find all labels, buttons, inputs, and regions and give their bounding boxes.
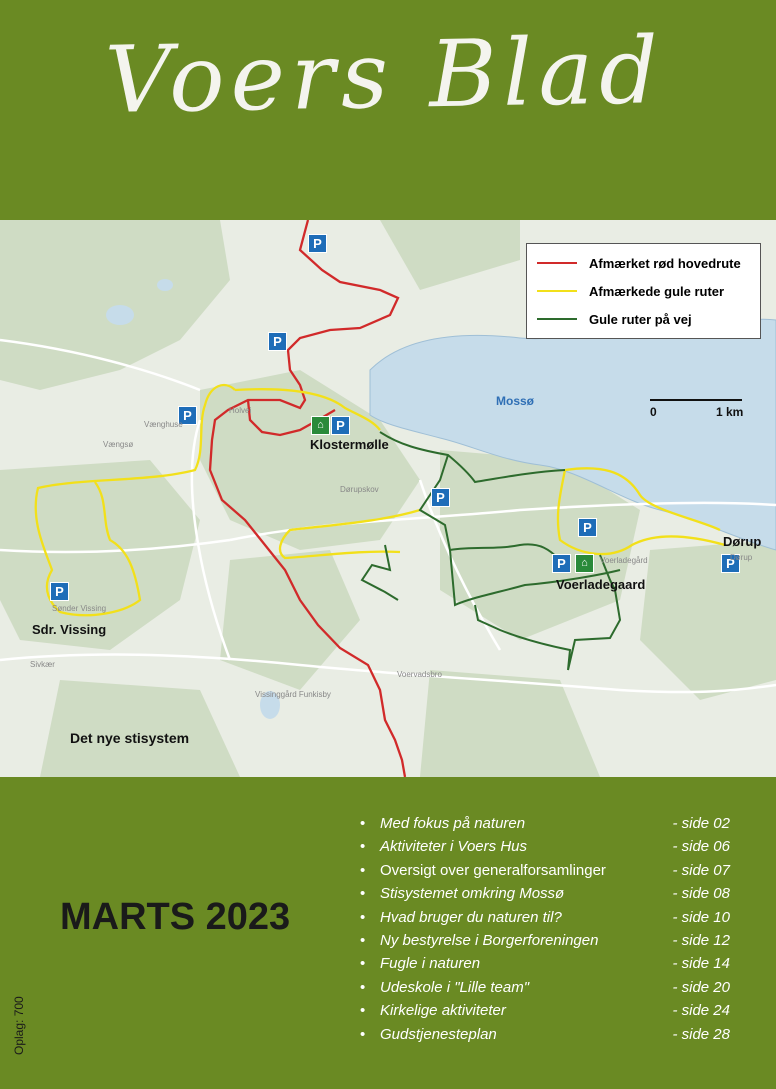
building-icon: ⌂	[575, 554, 594, 573]
table-of-contents	[360, 815, 740, 1049]
minor-place-label: Voerladegård	[600, 556, 648, 565]
parking-icon: P	[331, 416, 350, 435]
legend-swatch	[537, 318, 577, 320]
toc-item-title: Gudstjenesteplan	[380, 1025, 497, 1043]
parking-icon: P	[431, 488, 450, 507]
place-sdr-vissing: Sdr. Vissing	[32, 622, 107, 637]
toc-item-page: - side 20	[672, 978, 730, 996]
minor-place-label: Vænghuse	[144, 420, 183, 429]
minor-place-label: Vængsø	[103, 440, 134, 449]
parking-icon: P	[178, 406, 197, 425]
toc-item-title: Fugle i naturen	[380, 955, 481, 973]
legend-label: Afmærkede gule ruter	[589, 283, 725, 299]
bullet-icon: •	[360, 908, 366, 926]
toc-item[interactable]	[360, 1002, 740, 1025]
toc-item-title: Aktiviteter i Voers Hus	[380, 838, 527, 856]
legend-item	[537, 254, 741, 272]
lake-label: Mossø	[496, 394, 535, 408]
toc-item[interactable]	[360, 862, 740, 885]
scale-end: 1 km	[716, 405, 744, 419]
minor-place-label: Voervadsbro	[397, 670, 442, 679]
place-dorup: Dørup	[723, 534, 762, 549]
toc-item[interactable]	[360, 955, 740, 978]
legend-item	[537, 282, 724, 300]
toc-item-page: - side 06	[672, 838, 730, 856]
toc-item-title: Hvad bruger du naturen til?	[380, 908, 562, 926]
place-klostermolle: Klostermølle	[310, 437, 389, 452]
minor-place-label: Sivkær	[30, 660, 55, 669]
toc-item[interactable]	[360, 1026, 740, 1049]
legend-label: Afmærket rød hovedrute	[589, 255, 741, 271]
toc-item-page: - side 14	[672, 955, 730, 973]
legend-item	[537, 310, 692, 328]
toc-item-page: - side 07	[672, 861, 730, 879]
bullet-icon: •	[360, 1002, 366, 1020]
toc-item-page: - side 10	[672, 908, 730, 926]
toc-item-page: - side 12	[672, 931, 730, 949]
bullet-icon: •	[360, 815, 366, 832]
legend-swatch	[537, 262, 577, 264]
toc-item-page: - side 24	[672, 1002, 730, 1020]
toc-item-title: Ny bestyrelse i Borgerforeningen	[380, 931, 599, 949]
building-icon: ⌂	[311, 416, 330, 435]
parking-icon: P	[268, 332, 287, 351]
print-run: Oplag: 700	[12, 996, 26, 1055]
bullet-icon: •	[360, 1025, 366, 1043]
bullet-icon: •	[360, 885, 366, 903]
bullet-icon: •	[360, 861, 366, 879]
toc-item[interactable]	[360, 909, 740, 932]
bullet-icon: •	[360, 978, 366, 996]
parking-icon: P	[308, 234, 327, 253]
minor-place-label: Sønder Vissing	[52, 604, 107, 613]
map-legend	[526, 243, 761, 339]
toc-item[interactable]	[360, 979, 740, 1002]
bullet-icon: •	[360, 955, 366, 973]
scale-start: 0	[650, 405, 657, 419]
place-voerladegaard: Voerladegaard	[556, 577, 646, 592]
bullet-icon: •	[360, 838, 366, 856]
toc-item-page: - side 08	[672, 885, 730, 903]
issue-date: MARTS 2023	[60, 896, 291, 938]
parking-icon: P	[578, 518, 597, 537]
minor-place-label: Vissinggård Funkisby	[255, 690, 331, 699]
minor-place-label: Dørupskov	[340, 485, 379, 494]
toc-item-title: Udeskole i "Lille team"	[380, 978, 530, 996]
toc-item-page: - side 28	[672, 1025, 730, 1043]
minor-place-label: Holvei	[229, 406, 252, 415]
toc-item[interactable]	[360, 932, 740, 955]
legend-label: Gule ruter på vej	[589, 311, 692, 327]
parking-icon: P	[552, 554, 571, 573]
parking-icon: P	[721, 554, 740, 573]
toc-item[interactable]	[360, 838, 740, 861]
parking-icon: P	[50, 582, 69, 601]
magazine-title: Voers Blad	[104, 17, 665, 134]
toc-item-title: Med fokus på naturen	[380, 815, 526, 832]
bullet-icon: •	[360, 931, 366, 949]
toc-item[interactable]	[360, 815, 740, 838]
toc-item-title: Oversigt over generalforsamlinger	[380, 861, 606, 879]
toc-item[interactable]	[360, 885, 740, 908]
toc-item-title: Kirkelige aktiviteter	[380, 1002, 506, 1020]
masthead	[0, 0, 776, 220]
toc-item-page: - side 02	[672, 815, 730, 832]
legend-swatch	[537, 290, 577, 292]
minor-place-label: Dørup	[730, 553, 753, 562]
map-caption: Det nye stisystem	[70, 730, 190, 746]
toc-item-title: Stisystemet omkring Mossø	[380, 885, 565, 903]
